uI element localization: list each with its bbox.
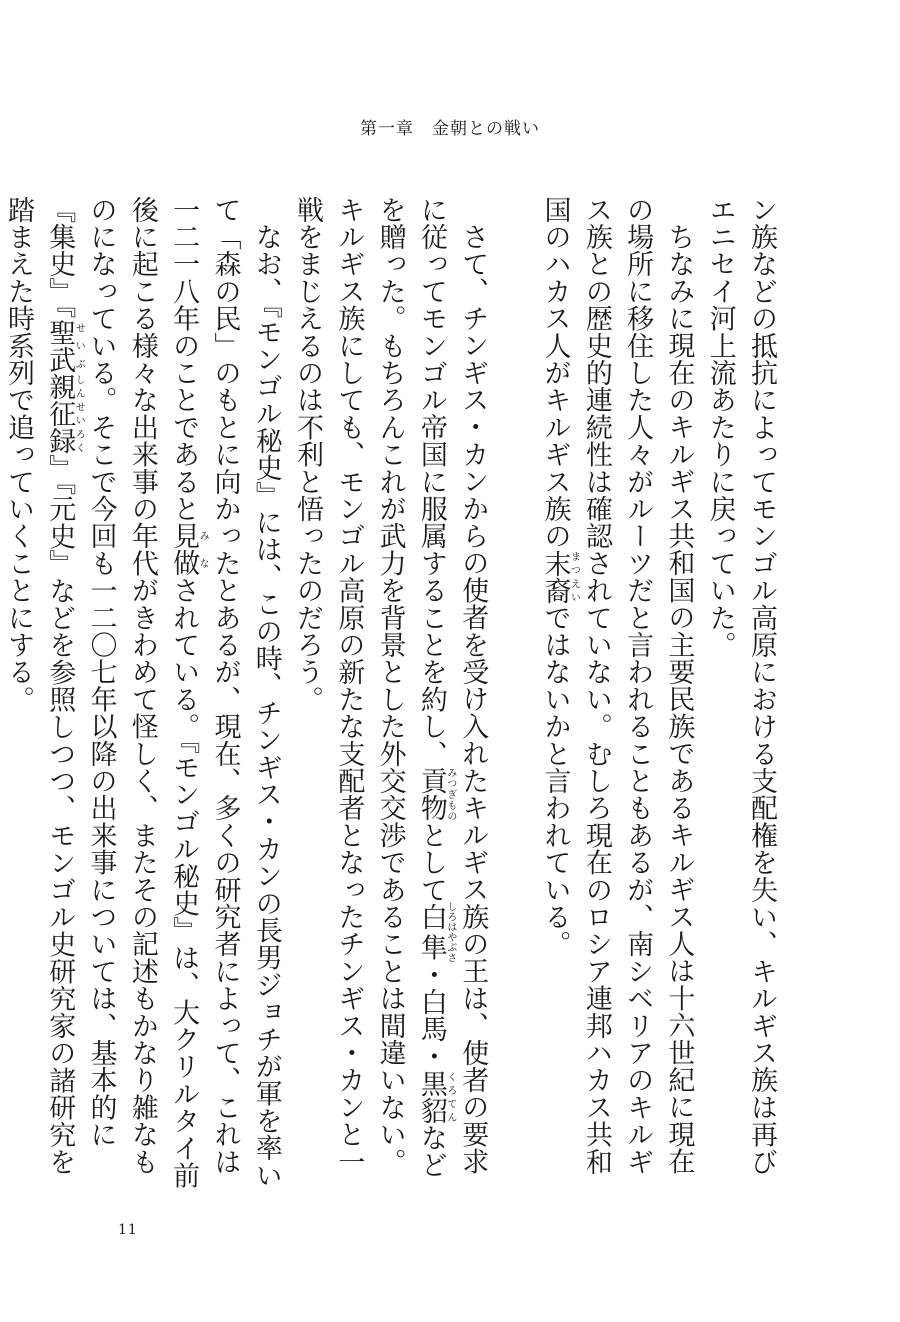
ruby-term <box>168 522 209 577</box>
ruby-term <box>415 901 456 963</box>
paragraph-4 <box>0 196 287 1196</box>
text-run: ちなみに現在のキルギス共和国の主要民族であるキルギス人は十六世紀に現在の場所に移住した人々がルーツだと言われることもあるが、南シベリアのキルギス族との歴史的連続性は確認されていない。むしろ現在のロシア連邦ハカス共和国のハカス人がキルギス族の <box>539 196 695 1176</box>
ruby-base: 聖武 <box>44 318 76 373</box>
ruby-term <box>415 767 456 822</box>
page-number: 11 <box>118 1222 138 1238</box>
text-run: さて、チンギス・カンからの使者を受け入れたキルギス族の王は、使者の要求に従ってモンゴル帝国に服属することを約し、 <box>415 196 489 1175</box>
ruby-term <box>44 372 85 455</box>
text-run: ではないかと言われている。 <box>539 604 571 958</box>
text-run: 』『元史』などを参照しつつ、モンゴル史研究家の諸研究を踏まえた時系列で追っていくことにする。 <box>2 196 76 1176</box>
section-gap <box>493 196 534 1196</box>
ruby-base: 見做 <box>168 522 200 577</box>
ruby-term <box>415 1069 456 1125</box>
running-header <box>0 114 900 139</box>
paragraph-1 <box>699 196 782 1196</box>
paragraph-3 <box>287 196 493 1196</box>
text-run: なお、『モンゴル秘史』には、この時、チンギス・カンの長男ジョチが軍を率いて「森の民」のもとに向かったとあるが、現在、多くの研究者によって、これは一二一八年のことであると <box>168 196 282 1189</box>
ruby-base: 貢物 <box>415 767 447 822</box>
ruby-base: 親征録 <box>44 372 76 455</box>
ruby-reading: しろはやぶさ <box>444 901 456 963</box>
ruby-term <box>44 318 85 373</box>
ruby-term <box>539 549 580 605</box>
ruby-reading: せいぶ <box>73 318 85 373</box>
chapter-title: 金朝との戦い <box>432 119 540 139</box>
text-run: などを贈った。もちろんこれが武力を背景とした外交交渉であることは間違いない。キルギス族にしても、モンゴル高原の新たな支配者となったチンギス・カンと一戦をまじえるのは不利と悟ったのだろう。 <box>292 196 447 1179</box>
ruby-reading: みつぎもの <box>444 767 456 822</box>
text-run: ・白馬・ <box>415 961 447 1070</box>
ruby-reading: みな <box>197 522 209 577</box>
text-run: として <box>415 821 447 904</box>
chapter-number: 第一章 <box>360 119 414 139</box>
text-run: されている。『モンゴル秘史』は、大クリルタイ前後に起こる様々な出来事の年代がきわめて怪しく、またその記述もかなり雑なものになっている。そこで今回も一二〇七年以降の出来事については、基本的に『集史』『 <box>44 196 200 1189</box>
paragraph-2 <box>534 196 699 1196</box>
ruby-base: 黒貂 <box>415 1069 447 1125</box>
text-run: ン族などの抵抗によってモンゴル高原における支配権を失い、キルギス族は再びエニセイ河上流あたりに戻っていた。 <box>704 196 777 1176</box>
ruby-base: 白隼 <box>415 901 447 963</box>
ruby-base: 末裔 <box>539 549 571 605</box>
vertical-body-text <box>0 196 782 1196</box>
ruby-reading: くろてん <box>444 1069 456 1125</box>
ruby-reading: しんせいろく <box>73 372 85 455</box>
ruby-reading: まつえい <box>568 549 580 604</box>
